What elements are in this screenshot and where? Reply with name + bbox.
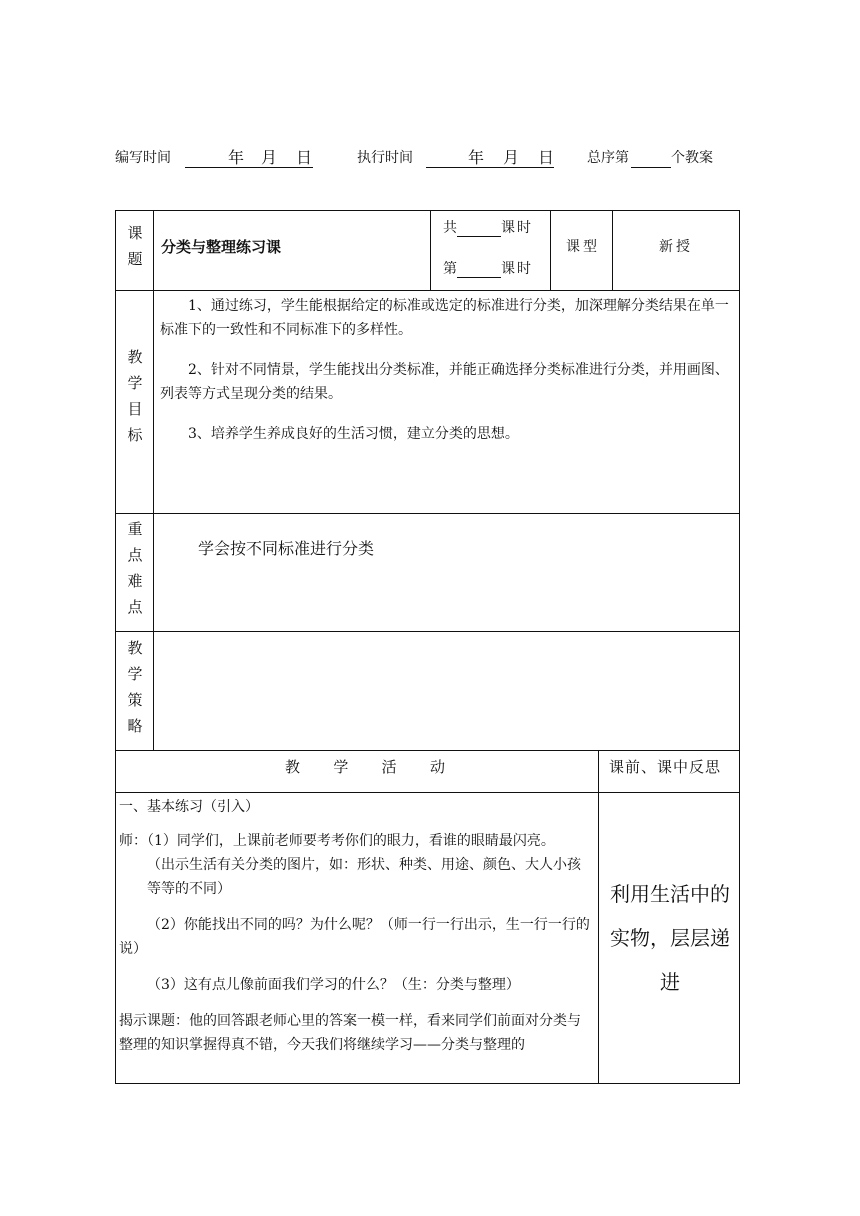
strategy-label xyxy=(115,635,155,739)
row-divider-5 xyxy=(115,792,740,793)
exec-time-blank[interactable] xyxy=(426,167,554,168)
goal-item: 1、通过练习，学生能根据给定的标准或选定的标准进行分类，加深理解分类结果在单一标准下的一致性和不同标准下的多样性。 xyxy=(160,298,729,338)
total-blank[interactable] xyxy=(631,167,671,168)
exec-month: 月 xyxy=(503,148,520,167)
which-hour-suffix: 课时 xyxy=(501,261,533,277)
goal-item: 2、针对不同情景，学生能找出分类标准，并能正确选择分类标准进行分类，并用画图、列表等方式呈现分类的结果。 xyxy=(160,362,729,402)
write-time-blank[interactable] xyxy=(185,167,313,168)
goals-label xyxy=(115,344,155,448)
exec-year: 年 xyxy=(468,148,485,167)
exec-day: 日 xyxy=(538,148,555,167)
goal-item: 3、培养学生养成良好的生活习惯，建立分类的思想。 xyxy=(188,426,519,442)
hours-left-divider xyxy=(430,210,431,290)
total-hours-blank[interactable] xyxy=(457,222,501,237)
label-char: 教 xyxy=(127,348,143,366)
table-border-top xyxy=(115,210,740,211)
total-hours-prefix: 共 xyxy=(443,220,457,236)
header-char: 动 xyxy=(429,758,445,776)
label-char: 学 xyxy=(127,374,143,392)
write-month: 月 xyxy=(261,148,278,167)
total-prefix: 总序第 xyxy=(587,150,629,166)
goals-content xyxy=(160,294,734,446)
label-char: 难 xyxy=(127,572,143,590)
topic-title: 分类与整理练习课 xyxy=(161,238,282,256)
reflection-header: 课前、课中反思 xyxy=(609,758,722,776)
total-suffix: 个教案 xyxy=(671,150,713,166)
key-points-label xyxy=(115,516,155,620)
type-divider xyxy=(612,210,613,290)
total-hours xyxy=(443,217,533,237)
type-value: 新授 xyxy=(659,239,693,255)
row-divider-2 xyxy=(115,513,740,514)
key-points-text: 学会按不同标准进行分类 xyxy=(198,539,375,558)
row-divider-4 xyxy=(115,750,740,751)
row-divider-1 xyxy=(115,290,740,291)
label-char: 目 xyxy=(127,400,143,418)
write-day: 日 xyxy=(296,148,313,167)
activity-section-title: 一、基本练习（引入） xyxy=(119,799,259,815)
table-border-bottom xyxy=(115,1083,740,1084)
label-char: 点 xyxy=(127,546,143,564)
label-char: 课 xyxy=(127,224,143,242)
activity-paragraph: （2）你能找出不同的吗？为什么呢？（师一行一行出示，生一行一行的说） xyxy=(119,917,590,957)
reflection-content: 利用生活中的实物，层层递进 xyxy=(610,882,730,994)
header-char: 学 xyxy=(333,758,349,776)
activity-content xyxy=(119,795,593,1057)
activity-paragraph: 揭示课题：他的回答跟老师心里的答案一模一样，看来同学们前面对分类与整理的知识掌握得真不错，今天我们将继续学习——分类与整理的 xyxy=(119,1013,581,1053)
label-char: 教 xyxy=(127,639,143,657)
write-time-label: 编写时间 xyxy=(115,150,171,166)
hours-right-divider xyxy=(550,210,551,290)
label-char: 学 xyxy=(127,665,143,683)
reflection-divider xyxy=(598,750,599,1084)
label-char: 略 xyxy=(127,717,143,735)
strategy-content[interactable] xyxy=(154,632,739,750)
write-year: 年 xyxy=(228,148,245,167)
type-label: 课型 xyxy=(566,239,600,255)
activity-header xyxy=(285,756,445,777)
label-char: 点 xyxy=(127,598,143,616)
which-hour-blank[interactable] xyxy=(457,263,501,278)
table-border-right xyxy=(739,210,740,1084)
label-char: 标 xyxy=(127,426,143,444)
activity-paragraph: （出示生活有关分类的图片，如：形状、种类、用途、颜色、大人小孩等等的不同） xyxy=(147,857,581,897)
topic-label xyxy=(115,220,155,272)
total-hours-suffix: 课时 xyxy=(501,220,533,236)
header-char: 活 xyxy=(381,758,397,776)
header-char: 教 xyxy=(285,758,301,776)
which-hour xyxy=(443,258,533,278)
activity-paragraph: （3）这有点儿像前面我们学习的什么？（生：分类与整理） xyxy=(147,977,520,993)
label-char: 题 xyxy=(127,250,143,268)
label-char: 策 xyxy=(127,691,143,709)
exec-time-label: 执行时间 xyxy=(357,150,413,166)
which-hour-prefix: 第 xyxy=(443,261,457,277)
label-char: 重 xyxy=(127,520,143,538)
activity-paragraph: 师：（1）同学们，上课前老师要考考你们的眼力，看谁的眼睛最闪亮。 xyxy=(119,833,555,849)
